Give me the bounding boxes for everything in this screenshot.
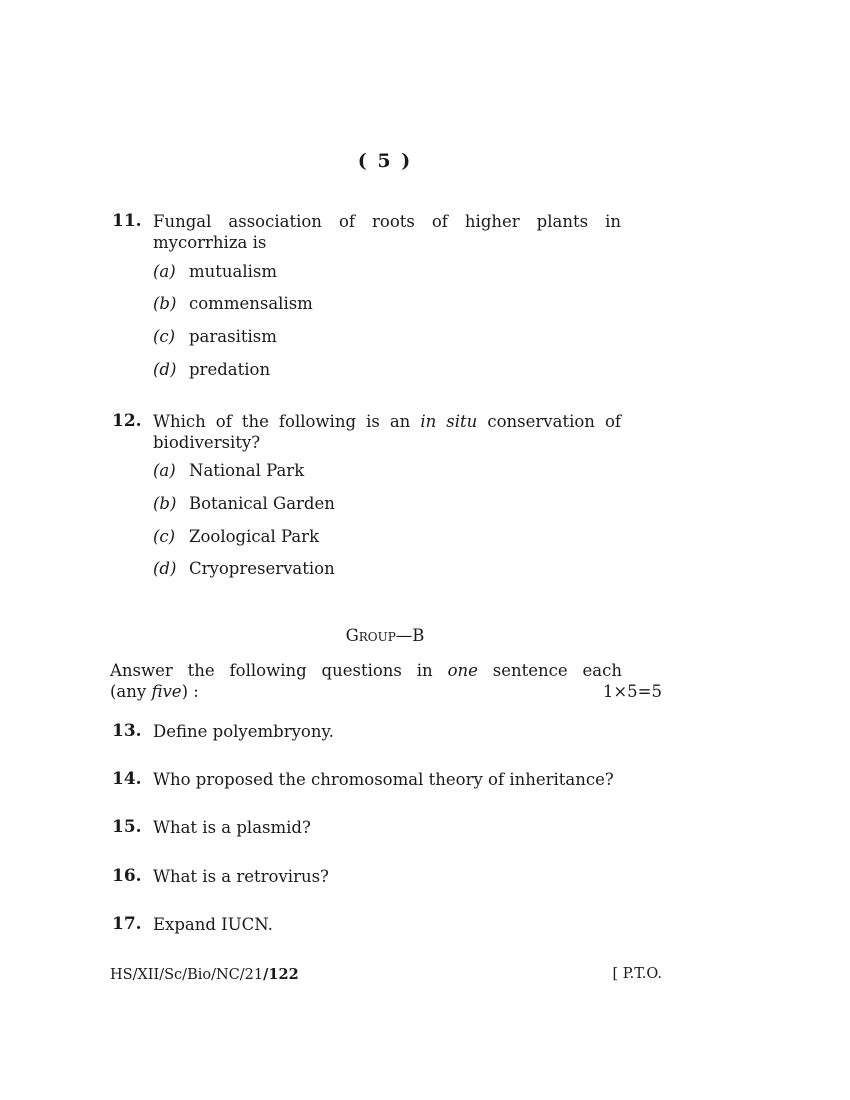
italic-term: in situ: [420, 412, 478, 431]
marks-allocation: 1×5=5: [602, 682, 662, 701]
question-number: 15.: [112, 817, 142, 837]
question-number: 13.: [112, 721, 142, 741]
option-text: mutualism: [189, 262, 278, 281]
question-text-line2: biodiversity?: [153, 433, 261, 452]
option-label: (b): [153, 294, 177, 313]
question-text-line1: [153, 411, 621, 432]
text-segment: Answer the following questions in: [110, 661, 433, 680]
text-segment: ) :: [181, 682, 199, 701]
question-number: 11.: [112, 211, 142, 231]
text-segment: (any: [110, 682, 147, 701]
group-heading-text: Group—B: [345, 626, 425, 645]
italic-term: one: [447, 661, 478, 680]
paper-code-text: HS/XII/Sc/Bio/NC/21: [110, 967, 264, 983]
option-label: (c): [153, 327, 176, 346]
option-text: commensalism: [189, 294, 313, 313]
option-label: (c): [153, 527, 176, 546]
question-number: 17.: [112, 914, 142, 934]
question-number: 12.: [112, 411, 142, 431]
pto-marker: [ P.T.O.: [612, 966, 662, 982]
option-text: Botanical Garden: [189, 494, 335, 513]
question-text: Expand IUCN.: [153, 915, 273, 934]
question-text-line2: mycorrhiza is: [153, 233, 267, 252]
option-label: (b): [153, 494, 177, 513]
italic-term: five: [151, 682, 182, 701]
option-text: Zoological Park: [189, 527, 320, 546]
question-text: What is a retrovirus?: [153, 867, 329, 886]
paper-code: [110, 966, 299, 983]
paper-code-bold: /122: [263, 966, 299, 983]
option-label: (d): [153, 360, 177, 379]
option-label: (a): [153, 262, 176, 281]
question-number: 14.: [112, 769, 142, 789]
instruction-line1: [110, 660, 622, 681]
option-text: parasitism: [189, 327, 277, 346]
option-text: predation: [189, 360, 271, 379]
section-heading: [0, 626, 770, 645]
option-label: (a): [153, 461, 176, 480]
text-segment: sentence each: [492, 661, 622, 680]
question-text: What is a plasmid?: [153, 818, 311, 837]
question-text: Who proposed the chromosomal theory of inheritance?: [153, 770, 614, 789]
option-label: (d): [153, 559, 177, 578]
option-text: Cryopreservation: [189, 559, 335, 578]
question-text: Define polyembryony.: [153, 722, 334, 741]
question-text-line1: Fungal association of roots of higher plants in: [153, 212, 621, 231]
text-segment: conservation of: [487, 412, 621, 431]
text-segment: Which of the following is an: [153, 412, 411, 431]
page-number: ( 5 ): [357, 150, 413, 172]
question-number: 16.: [112, 866, 142, 886]
option-text: National Park: [189, 461, 305, 480]
instruction-line2: [110, 681, 199, 702]
